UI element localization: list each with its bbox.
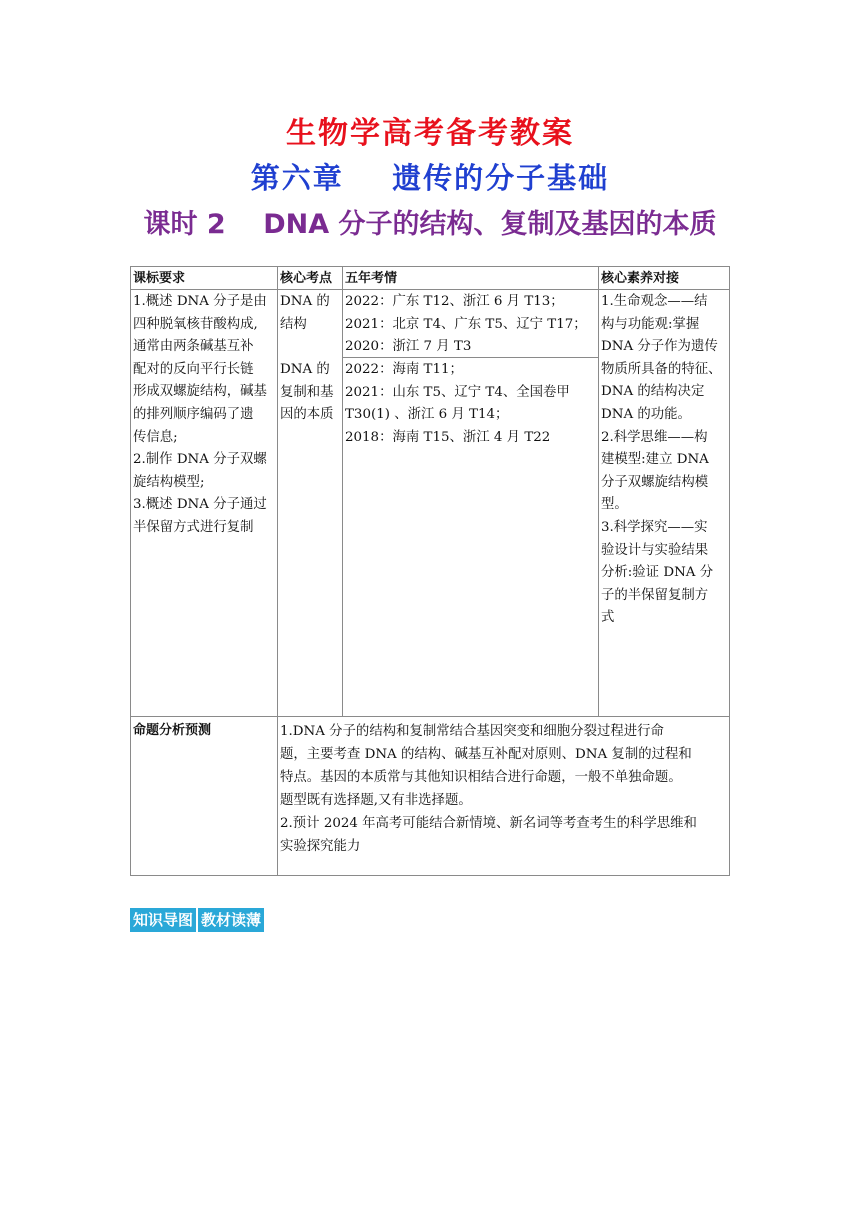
main-title: 生物学高考备考教案 <box>286 116 574 151</box>
exam-line: 2018：海南 T15、浙江 4 月 T22 <box>345 429 551 445</box>
header-five-year-exams: 五年考情 <box>345 271 398 286</box>
lesson-title: 课时 2 DNA 分子的结构、复制及基因的本质 <box>143 209 717 240</box>
requirement-line: 3.概述 DNA 分子通过 <box>133 497 267 513</box>
literacy-cell <box>599 290 730 630</box>
prediction-line: 实验探究能力 <box>280 839 361 854</box>
topic1-exams <box>343 290 599 359</box>
topic-line: DNA 的 <box>280 362 330 377</box>
topic-dna-replication <box>278 358 342 427</box>
literacy-line: 式 <box>601 610 615 626</box>
topic-line: 结构 <box>280 316 307 332</box>
requirement-line: 1.概述 DNA 分子是由 <box>133 294 267 309</box>
prediction-line: 特点。基因的本质常与其他知识相结合进行命题，一般不单独命题。 <box>280 770 682 785</box>
tag-textbook-reading: 教材读薄 <box>198 908 264 932</box>
requirement-line: 传信息; <box>133 429 178 445</box>
exam-line: 2022：广东 T12、浙江 6 月 T13； <box>345 294 564 309</box>
prediction-line: 题，主要考查 DNA 的结构、碱基互补配对原则、DNA 复制的过程和 <box>280 747 692 762</box>
topic-line: 因的本质 <box>280 407 334 423</box>
exam-line: 2020：浙江 7 月 T3 <box>345 339 472 355</box>
literacy-line: DNA 分子作为遗传 <box>601 339 718 355</box>
exam-line: T30(1) 、浙江 6 月 T14； <box>345 407 509 423</box>
literacy-line: 验设计与实验结果 <box>601 542 709 558</box>
literacy-line: 3.科学探究——实 <box>601 519 708 535</box>
literacy-line: 分子双螺旋结构模 <box>601 474 709 490</box>
header-requirements: 课标要求 <box>133 271 186 286</box>
literacy-line: 分析:验证 DNA 分 <box>601 565 714 581</box>
exam-line: 2021：山东 T5、辽宁 T4、全国卷甲 <box>345 384 570 400</box>
literacy-line: 建模型:建立 DNA <box>601 452 709 468</box>
prediction-line: 1.DNA 分子的结构和复制常结合基因突变和细胞分裂过程进行命 <box>280 724 664 739</box>
requirement-line: 形成双螺旋结构，碱基 <box>133 384 267 400</box>
topic-line: DNA 的 <box>280 294 330 309</box>
requirement-line: 配对的反向平行长链 <box>133 361 254 377</box>
prediction-label: 命题分析预测 <box>133 723 212 738</box>
header-core-literacy: 核心素养对接 <box>601 271 680 286</box>
literacy-line: DNA 的结构决定 <box>601 384 705 400</box>
chapter-title: 第六章 遗传的分子基础 <box>250 161 610 195</box>
literacy-line: 物质所具备的特征、 <box>601 361 722 377</box>
literacy-line: 2.科学思维——构 <box>601 429 708 445</box>
requirement-line: 的排列顺序编码了遗 <box>133 406 254 422</box>
requirement-line: 2.制作 DNA 分子双螺 <box>133 452 267 468</box>
requirement-line: 四种脱氧核苷酸构成, <box>133 316 258 332</box>
literacy-line: 1.生命观念——结 <box>601 294 708 309</box>
literacy-line: 构与功能观:掌握 <box>601 316 700 332</box>
topic2-exams <box>343 358 599 449</box>
topic-dna-structure <box>278 290 342 336</box>
prediction-line: 题型既有选择题,又有非选择题。 <box>280 793 472 808</box>
requirements-cell <box>131 290 279 540</box>
literacy-line: 型。 <box>601 497 628 513</box>
requirement-line: 旋结构模型; <box>133 474 205 490</box>
exam-line: 2021：北京 T4、广东 T5、辽宁 T17； <box>345 316 587 332</box>
section-tags <box>130 908 264 932</box>
topic-line: 复制和基 <box>280 384 334 400</box>
prediction-content <box>278 717 730 858</box>
syllabus-table <box>130 266 730 876</box>
tag-knowledge-map: 知识导图 <box>130 908 196 932</box>
header-core-topics: 核心考点 <box>280 271 333 286</box>
prediction-line: 2.预计 2024 年高考可能结合新情境、新名词等考查考生的科学思维和 <box>280 816 697 831</box>
literacy-line: 子的半保留复制方 <box>601 587 709 603</box>
requirement-line: 通常由两条碱基互补 <box>133 339 254 355</box>
exam-line: 2022：海南 T11； <box>345 362 463 377</box>
literacy-line: DNA 的功能。 <box>601 406 691 422</box>
requirement-line: 半保留方式进行复制 <box>133 519 254 535</box>
